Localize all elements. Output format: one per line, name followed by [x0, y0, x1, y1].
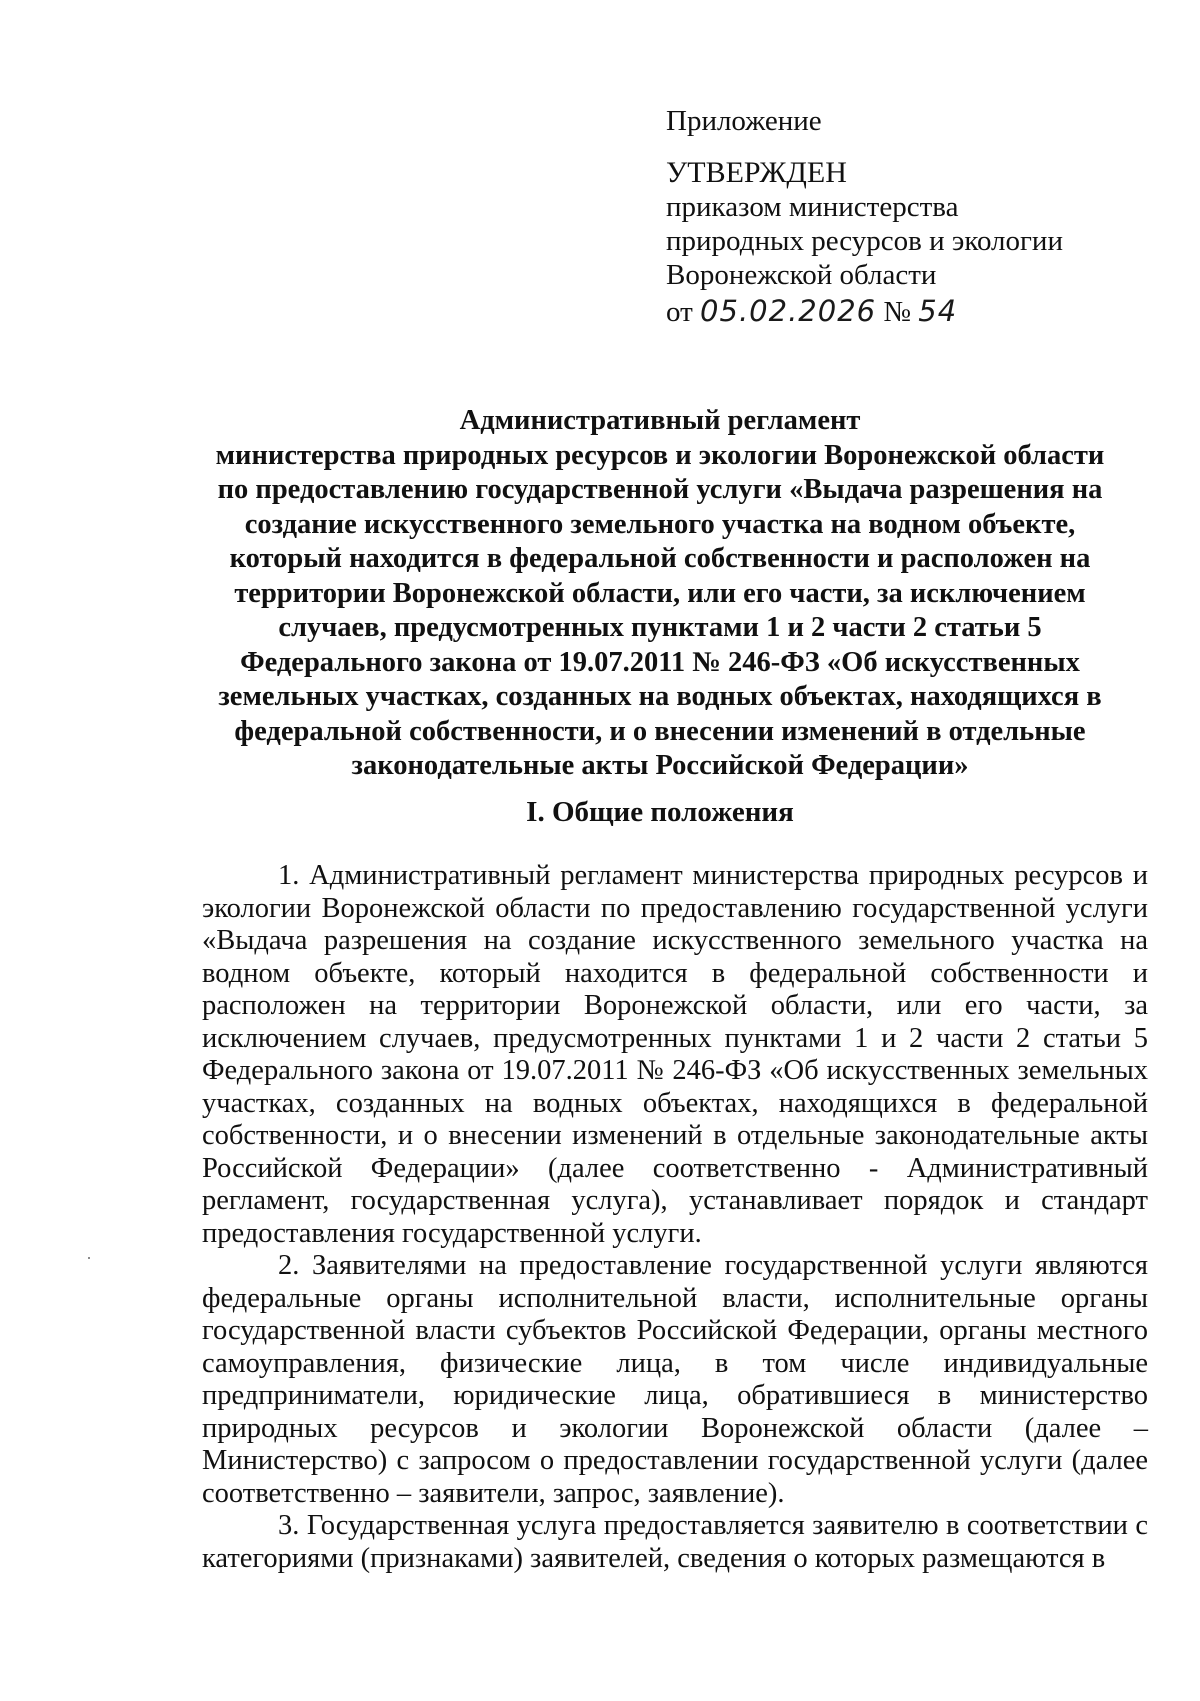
date-prefix: от: [666, 296, 693, 328]
scan-dot: [88, 1257, 90, 1259]
approval-line-1: приказом министерства: [666, 191, 959, 223]
document-body: [202, 860, 1148, 1575]
handwritten-number: 54: [918, 294, 958, 328]
approval-line-2: природных ресурсов и экологии: [666, 225, 1063, 257]
approval-block: [666, 104, 1126, 329]
title-line: территории Воронежской области, или его части, за исключением: [234, 577, 1086, 609]
number-prefix: №: [883, 296, 912, 328]
approval-date-line: [666, 294, 1126, 329]
handwritten-date: 05.02.2026: [700, 294, 877, 328]
approved-label: УТВЕРЖДЕН: [666, 156, 847, 189]
title-line: министерства природных ресурсов и экологии Воронежской области: [215, 439, 1105, 471]
title-line: федеральной собственности, и о внесении изменений в отдельные: [234, 715, 1086, 747]
title-line: создание искусственного земельного участка на водном объекте,: [244, 508, 1076, 540]
title-line: Федерального закона от 19.07.2011 № 246-ФЗ «Об искусственных: [240, 646, 1080, 678]
approval-line-3: Воронежской области: [666, 259, 937, 291]
title-line: Административный регламент: [459, 405, 861, 436]
title-line: земельных участках, созданных на водных объектах, находящихся в: [218, 681, 1102, 712]
title-line: случаев, предусмотренных пунктами 1 и 2 части 2 статьи 5: [278, 612, 1042, 643]
section-heading: I. Общие положения: [526, 796, 794, 828]
title-line: по предоставлению государственной услуги «Выдача разрешения на: [217, 474, 1103, 505]
paragraph-2: 2. Заявителями на предоставление государственной услуги являются федеральные органы исполнительной власти, исполнительные органы государственной власти субъектов Российской Федерации, органы местного самоуправления, физические лица, в том числе индивидуальные предприниматели, юридические лица, обратившиеся в министерство природных ресурсов и экологии Воронежской области (далее – Министерство) с запросом о предоставлении государственной услуги (далее соответственно – заявители, запрос, заявление).: [202, 1250, 1148, 1509]
title-line: который находится в федеральной собственности и расположен на: [229, 543, 1091, 574]
document-title: [200, 404, 1120, 784]
paragraph-3: 3. Государственная услуга предоставляется заявителю в соответствии с категориями (признаками) заявителей, сведения о которых размещаются в: [202, 1510, 1148, 1574]
title-line: законодательные акты Российской Федерации»: [351, 750, 969, 781]
annex-label: Приложение: [666, 105, 822, 137]
paragraph-1: 1. Административный регламент министерства природных ресурсов и экологии Воронежской области по предоставлению государственной услуги «Выдача разрешения на создание искусственного земельного участка на водном объекте, который находится в федеральной собственности и расположен на территории Воронежской области, или его части, за исключением случаев, предусмотренных пунктами 1 и 2 части 2 статьи 5 Федерального закона от 19.07.2011 № 246-ФЗ «Об искусственных земельных участках, созданных на водных объектах, находящихся в федеральной собственности, и о внесении изменений в отдельные законодательные акты Российской Федерации» (далее соответственно - Административный регламент, государственная услуга), устанавливает порядок и стандарт предоставления государственной услуги.: [202, 860, 1148, 1249]
